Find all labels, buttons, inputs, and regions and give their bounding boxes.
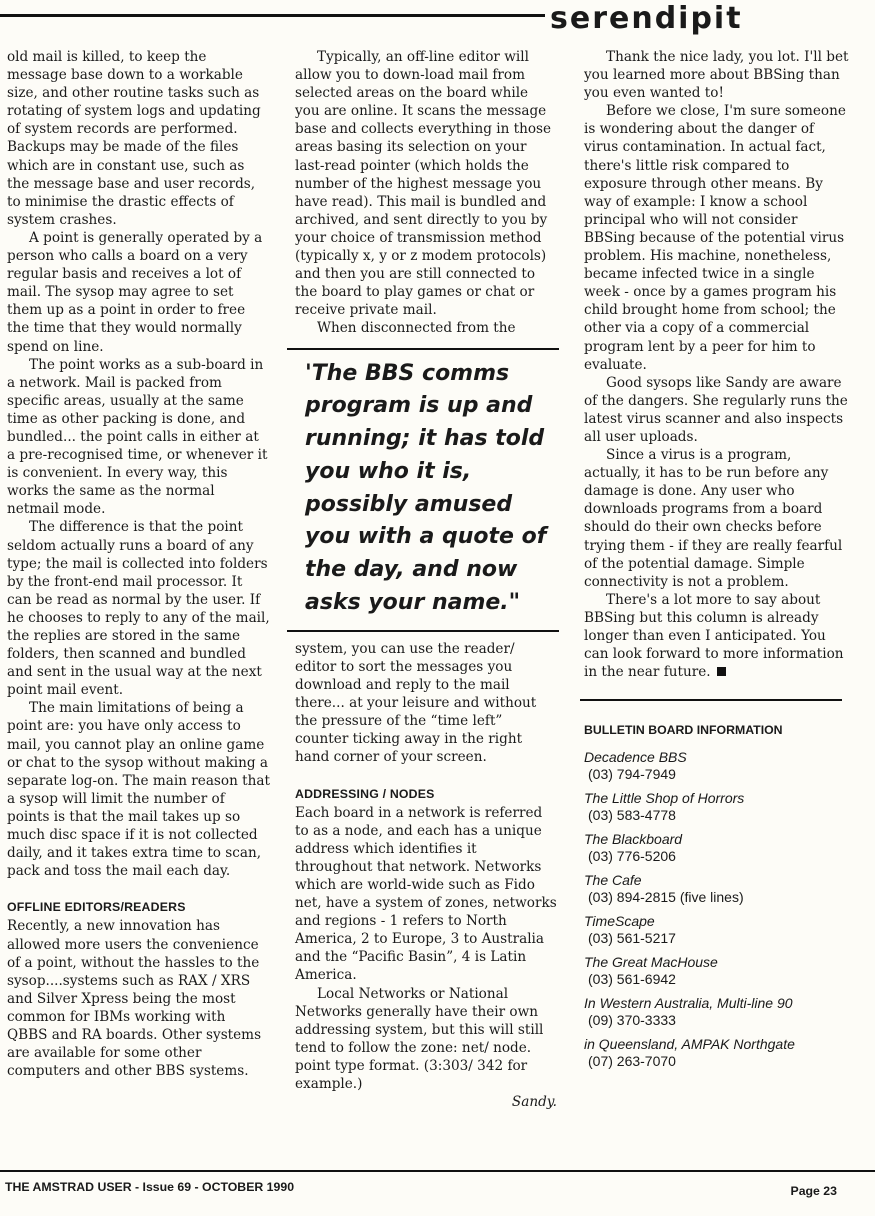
paragraph-final [584,591,850,681]
paragraph: When disconnected from the [317,320,516,337]
bbs-entry [584,749,850,782]
page-number: Page 23 [790,1184,837,1198]
end-mark-icon [717,667,726,676]
bbs-phone: (07) 263-7070 [588,1052,676,1069]
subhead-addressing-nodes: ADDRESSING / NODES [295,786,435,801]
bbs-entry [584,831,850,864]
paragraph: The difference is that the point seldom actually runs a board of any type; the mail is collected into folders by the front-end mail processor. It can be read as normal by the user. If he chooses to reply to any of the mail, the replies are stored in the same folders, then scanned and bundled and sent in the usual way at the next point mail event. [7,519,270,699]
bbs-phone: (03) 776-5206 [588,847,676,864]
bbs-entry [584,1036,850,1069]
bbs-divider [580,699,842,701]
paragraph: old mail is killed, to keep the message base down to a workable size, and other routine tasks such as rotating of system logs and updating of system records are performed. Backups may be made of the files which are in constant use, such as the message base and user records, to minimise the drastic effects of system crashes. [7,49,261,228]
bbs-entry [584,790,850,823]
paragraph: system, you can use the reader/ editor to sort the messages you download and reply to the mail there... at your leisure and without the pressure of the “time left” counter ticking away in the right hand corner of your screen. [295,640,537,766]
author-signature: Sandy. [511,1094,557,1111]
paragraph: A point is generally operated by a person who calls a board on a very regular basis and receives a lot of mail. The sysop may agree to set them up as a point in order to free the time that they would normally spend on line. [7,229,263,355]
bbs-name: The Cafe [584,872,642,889]
footer-rule [0,1170,875,1172]
paragraph: Each board in a network is referred to as a node, and each has a unique address which identifies it throughout that network. Networks which are world-wide such as Fido net, have a system of zones, networks and regions - 1 refers to North America, 2 to Europe, 3 to Australia and the “Pacific Basin”, 4 is Latin America. [295,804,557,984]
bbs-phone: (03) 561-5217 [588,929,676,946]
paragraph: Good sysops like Sandy are aware of the dangers. She regularly runs the latest virus scanner and also inspects all user uploads. [584,374,848,445]
bbs-name: The Little Shop of Horrors [584,790,745,807]
bbs-phone: (03) 583-4778 [588,806,676,823]
bbs-list [584,749,850,1069]
bbs-entry [584,913,850,946]
paragraph: Before we close, I'm sure someone is wondering about the danger of virus contamination. In actual fact, there's little risk compared to exposure through other means. By way of example: I know a school principal who will not consider BBSing because of the potential virus problem. His machine, nonetheless, became infected twice in a single week - once by a games program his child brought home from school; the other via a copy of a commercial program lent by a peer for him to evaluate. [584,103,846,373]
bbs-phone: (03) 561-6942 [588,970,676,987]
paragraph: The main limitations of being a point are: you have only access to mail, you cannot play an online game or chat to the sysop without making a separate log-on. The main reason that a sysop will limit the number of points is that the mail takes up so much disc space if it is not collected daily, and it takes extra time to scan, pack and toss the mail each day. [7,700,270,880]
footer-publication: THE AMSTRAD USER - Issue 69 - OCTOBER 1990 [5,1180,295,1194]
column-3 [584,48,850,1077]
pull-quote: 'The BBS comms program is up and running; it has told you who it is, possibly amused you with a quote of the day, and now asks your name." [287,348,559,632]
bbs-name: In Western Australia, Multi-line 90 [584,995,793,1012]
paragraph: Local Networks or National Networks generally have their own addressing system, but this will still tend to follow the zone: net/ node. point type format. (3:303/ 342 for example.) [295,985,544,1093]
bbs-entry [584,872,850,905]
paragraph: Since a virus is a program, actually, it has to be run before any damage is done. Any user who downloads programs from a board should do their own checks before trying them - if they are really fearful of the potential damage. Simple connectivity is not a problem. [584,447,843,590]
subhead-offline-editors: OFFLINE EDITORS/READERS [7,900,186,915]
bbs-phone: (03) 894-2815 (five lines) [588,888,744,905]
bbs-phone: (03) 794-7949 [588,765,676,782]
paragraph: Thank the nice lady, you lot. I'll bet you learned more about BBSing than you even wanted to! [584,49,849,102]
bbs-name: Decadence BBS [584,749,687,766]
section-tag: serendipit [550,2,743,36]
bbs-name: TimeScape [584,913,655,930]
bbs-phone: (09) 370-3333 [588,1011,676,1028]
bbs-entry [584,995,850,1028]
bbs-entry [584,954,850,987]
bbs-name: in Queensland, AMPAK Northgate [584,1036,795,1053]
header-rule [0,14,545,17]
bbs-name: The Great MacHouse [584,954,718,971]
paragraph: The point works as a sub-board in a network. Mail is packed from specific areas, usually at the same time as other packing is done, and bundled... the point calls in either at a pre-recognised time, or whenever it is convenient. In every way, this works the same as the normal netmail mode. [7,356,268,518]
paragraph: Typically, an off-line editor will allow you to down-load mail from selected areas on the board while you are online. It scans the message base and collects everything in those areas basing its selection on your last-read pointer (which holds the number of the highest message you have read). This mail is bundled and archived, and sent directly to you by your choice of transmission method (typically x, y or z modem protocols) and then you are still connected to the board to play games or chat or receive private mail. [295,49,552,319]
paragraph-text: There's a lot more to say about BBSing but this column is already longer than even I anticipated. You can look forward to more information in the near future. [584,591,844,681]
paragraph: Recently, a new innovation has allowed more users the convenience of a point, without the hassles to the sysop....systems such as RAX / XRS and Silver Xpress being the most common for IBMs working with QBBS and RA boards. Other systems are available for some other computers and other BBS systems. [7,918,262,1080]
bbs-name: The Blackboard [584,831,683,848]
column-1 [7,48,270,1080]
bbs-info-title: BULLETIN BOARD INFORMATION [584,723,783,738]
column-2 [295,48,557,1111]
